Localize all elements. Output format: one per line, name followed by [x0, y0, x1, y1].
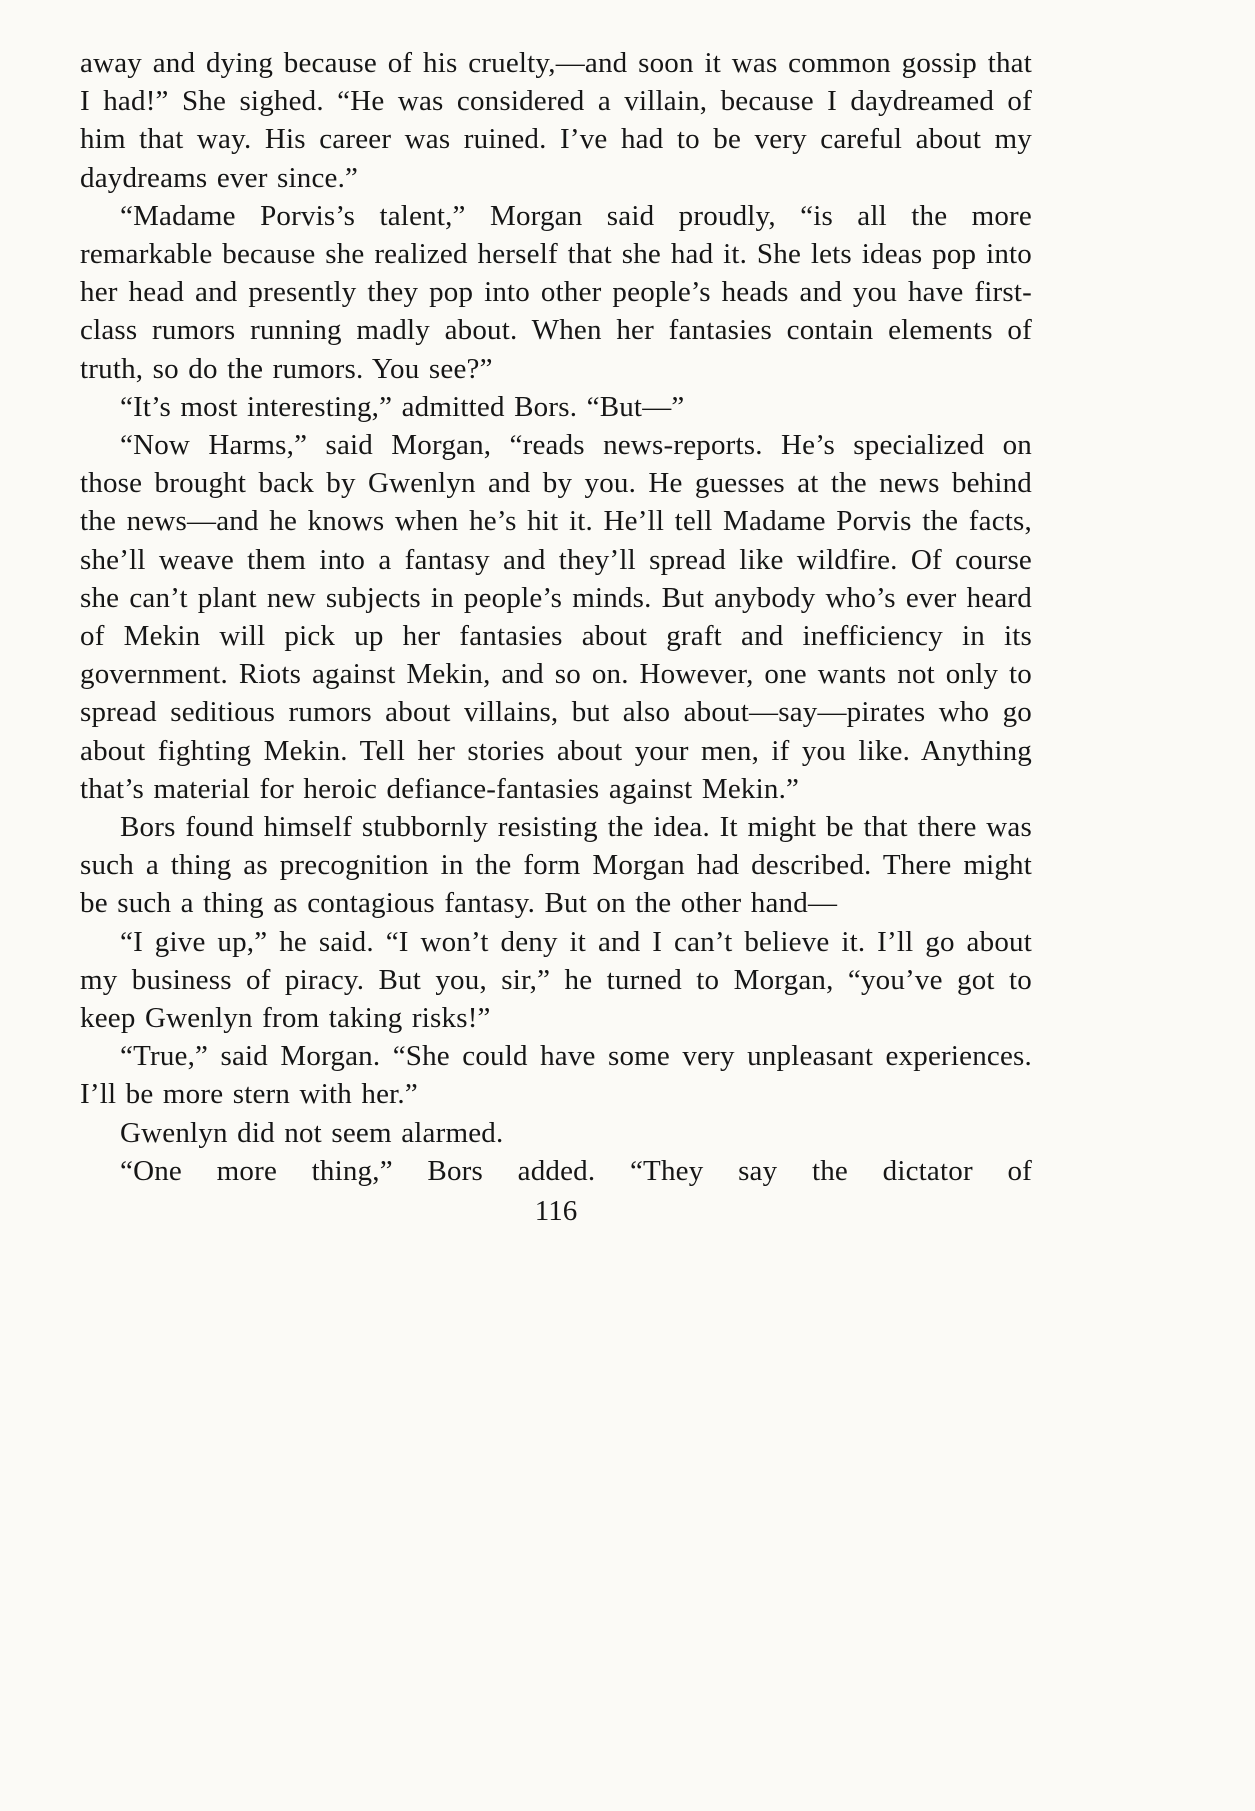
paragraph: Bors found himself stubbornly resisting the idea. It might be that there was such a thing as precognition in the form Morgan had described. There might be such a thing as contagious fantasy. But on the other hand—: [80, 811, 1032, 920]
paragraph: “Now Harms,” said Morgan, “reads news-reports. He’s specialized on those brought back by Gwenlyn and by you. He guesses at the news behind the news—and he knows when he’s hit it. He’ll tell Madame Porvis the facts, she’ll weave them into a fantasy and they’ll spread like wildfire. Of course she can’t plant new subjects in people’s minds. But anybody who’s ever heard of Mekin will pick up her fantasies about graft and inefficiency in its government. Riots against Mekin, and so on. However, one wants not only to spread seditious rumors about villains, but also about—say—pirates who go about fighting Mekin. Tell her stories about your men, if you like. Anything that’s material for heroic defiance-fantasies against Mekin.”: [80, 429, 1032, 805]
paragraph: away and dying because of his cruelty,—and soon it was common gossip that I had!” She sighed. “He was considered a villain, because I daydreamed of him that way. His career was ruined. I’ve had to be very careful about my daydreams ever since.”: [80, 47, 1032, 194]
text-block: [80, 44, 1032, 1230]
paragraph: “It’s most interesting,” admitted Bors. “But—”: [120, 390, 685, 423]
paragraph: “One more thing,” Bors added. “They say the dictator of: [120, 1154, 1032, 1187]
paragraph: “True,” said Morgan. “She could have some very unpleasant experiences. I’ll be more stern with her.”: [80, 1040, 1032, 1111]
paragraph: “I give up,” he said. “I won’t deny it and I can’t believe it. I’ll go about my business of piracy. But you, sir,” he turned to Morgan, “you’ve got to keep Gwenlyn from taking risks!”: [80, 925, 1032, 1035]
paragraph: Gwenlyn did not seem alarmed.: [120, 1116, 504, 1149]
paragraph: “Madame Porvis’s talent,” Morgan said proudly, “is all the more remarkable because she realized herself that she had it. She lets ideas pop into her head and presently they pop into other people’s heads and you have first-class rumors running madly about. When her fantasies contain elements of truth, so do the rumors. You see?”: [80, 199, 1032, 385]
page-number: 116: [534, 1195, 578, 1228]
